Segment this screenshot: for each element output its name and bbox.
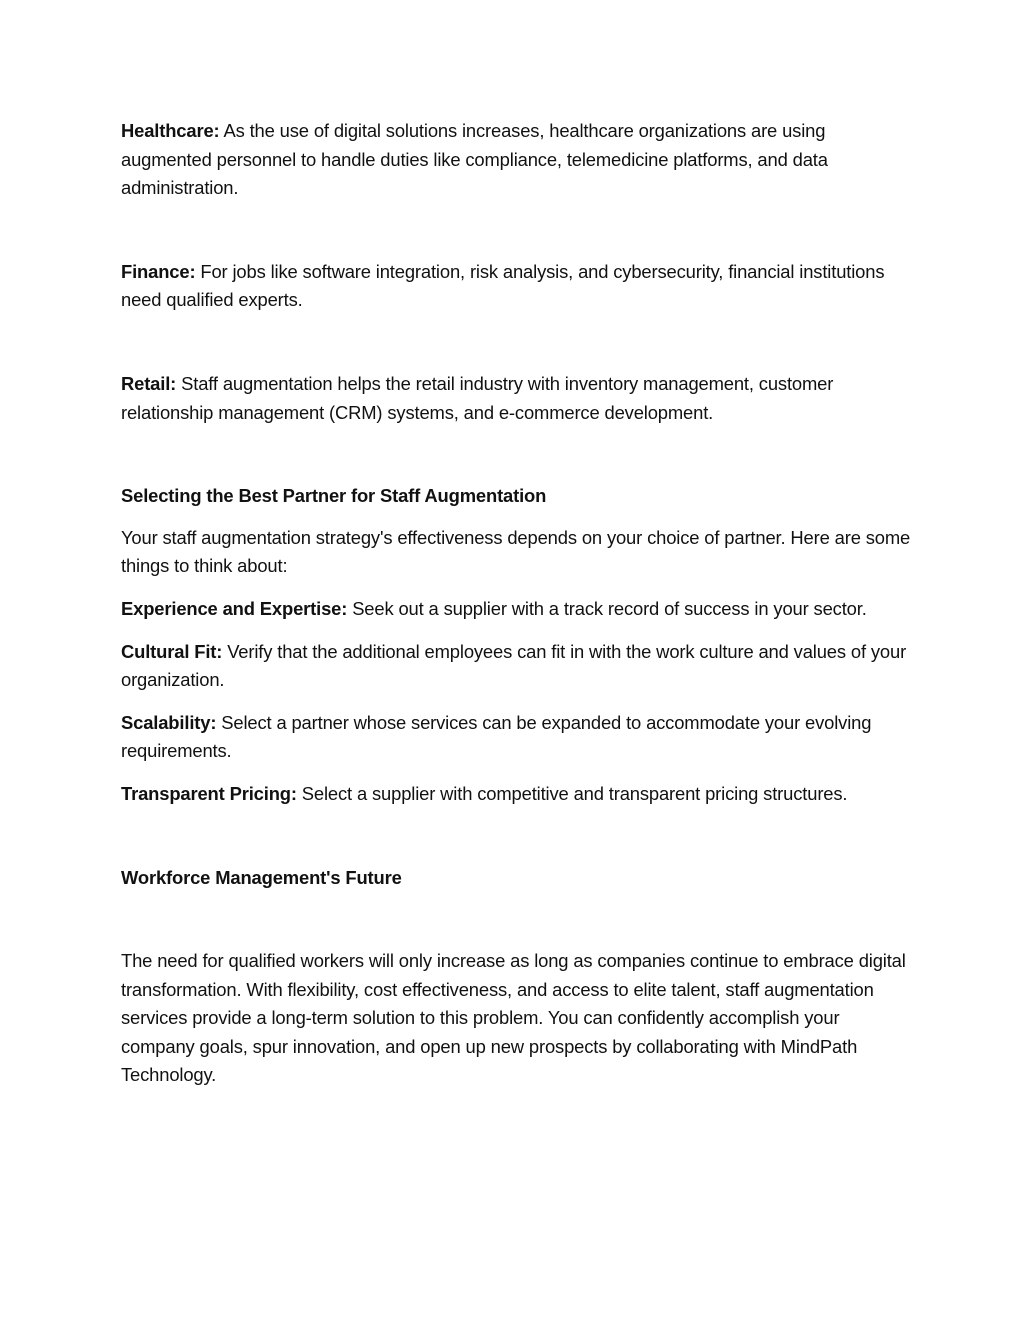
industry-label: Healthcare: [121,120,220,141]
partner-item-text: Seek out a supplier with a track record of success in your sector. [347,597,867,619]
partner-item-cultural-fit [121,638,911,695]
industry-label: Retail: [121,372,177,394]
industry-text: As the use of digital solutions increases, healthcare organizations are using augmented personnel to handle duties like compliance, telemedicine platforms, and data administration. [121,120,828,199]
partner-item-label: Experience and Expertise: [121,597,348,619]
document-page [121,117,911,1090]
partner-item-label: Cultural Fit: [121,640,223,662]
future-body: The need for qualified workers will only increase as long as companies continue to embrace digital transformation. With flexibility, cost effectiveness, and access to elite talent, staff augmentation services provide a long-term solution to this problem. You can confidently accomplish your company goals, spur innovation, and open up new prospects by collaborating with MindPath Technology. [121,950,906,1086]
industry-text: Staff augmentation helps the retail industry with inventory management, customer relationship management (CRM) systems, and e-commerce development. [121,372,834,423]
industry-healthcare [121,117,911,203]
partner-item-text: Verify that the additional employees can fit in with the work culture and values of your organization. [121,640,907,691]
industry-label: Finance: [121,260,196,282]
partner-item-text: Select a supplier with competitive and transparent pricing structures. [296,782,848,804]
partner-item-experience [121,595,911,624]
industry-finance [121,258,911,315]
partner-item-label: Scalability: [121,711,217,733]
future-heading: Workforce Management's Future [121,866,402,888]
partner-item-pricing [121,780,911,809]
partner-item-scalability [121,709,911,766]
industry-retail [121,370,911,427]
partner-item-text: Select a partner whose services can be expanded to accommodate your evolving requirements. [121,711,872,762]
partner-item-label: Transparent Pricing: [121,782,297,804]
partner-intro: Your staff augmentation strategy's effectiveness depends on your choice of partner. Here are some things to think about: [121,526,911,577]
industry-text: For jobs like software integration, risk analysis, and cybersecurity, financial institutions need qualified experts. [121,260,885,311]
partner-heading: Selecting the Best Partner for Staff Augmentation [121,485,547,507]
